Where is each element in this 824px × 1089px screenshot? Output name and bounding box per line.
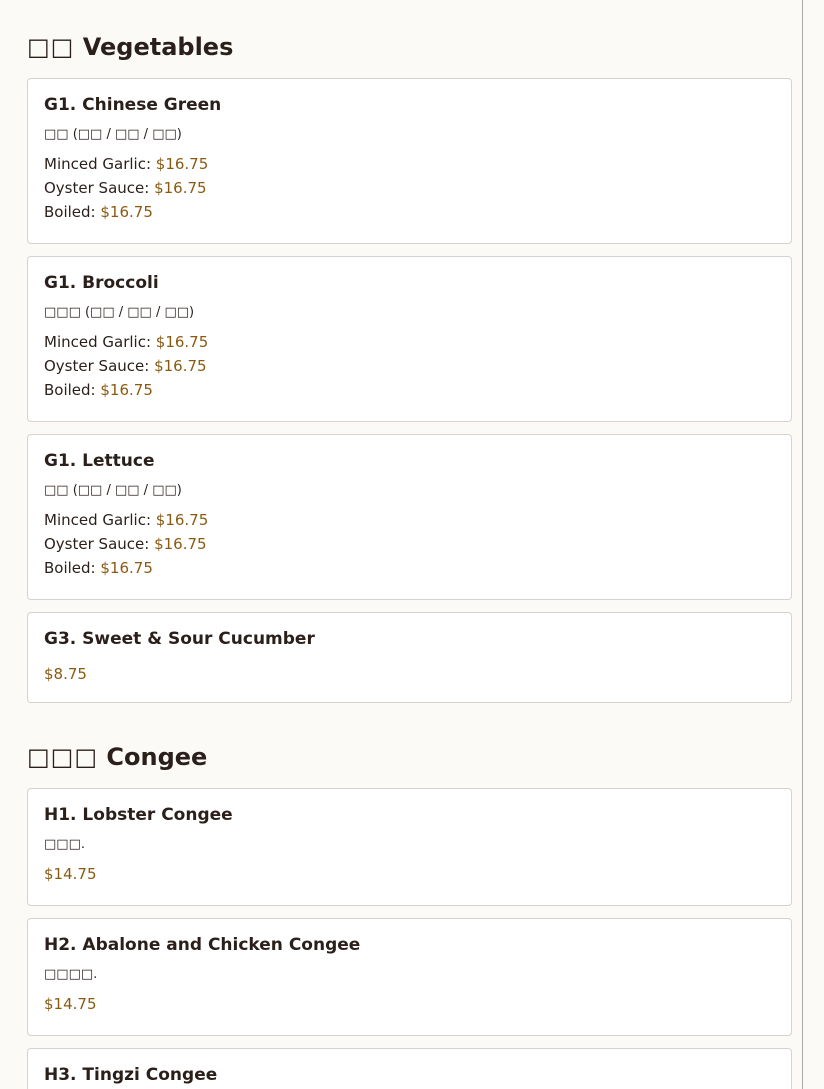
price-value: $16.75 <box>100 203 153 221</box>
price-line <box>44 992 775 1016</box>
item-subtitle: □□□□. <box>44 967 98 982</box>
item-title: G1. Broccoli <box>44 273 159 293</box>
price-value: $8.75 <box>44 665 87 683</box>
item-title: G3. Sweet & Sour Cucumber <box>44 629 315 649</box>
section-cjk-label: □□ <box>27 33 75 61</box>
section-title-congee <box>27 745 207 769</box>
item-title: H2. Abalone and Chicken Congee <box>44 935 361 955</box>
price-option-label: Minced Garlic: <box>44 511 151 529</box>
price-option <box>44 152 775 176</box>
menu-item-card[interactable] <box>27 1048 792 1089</box>
price-option <box>44 330 775 354</box>
price-line <box>44 862 775 886</box>
price-option <box>44 176 775 200</box>
price-value: $16.75 <box>154 179 207 197</box>
price-value: $16.75 <box>100 559 153 577</box>
price-value: $16.75 <box>155 511 209 529</box>
price-value: $16.75 <box>155 333 209 351</box>
price-value: $16.75 <box>154 357 207 375</box>
item-subtitle: □□□ (□□ / □□ / □□) <box>44 305 195 320</box>
section-label: Vegetables <box>82 33 234 61</box>
menu-item-card[interactable] <box>27 918 792 1036</box>
item-subtitle: □□□. <box>44 837 85 852</box>
price-option-label: Boiled: <box>44 381 96 399</box>
price-option-label: Oyster Sauce: <box>44 179 150 197</box>
price-option-label: Oyster Sauce: <box>44 535 150 553</box>
section-cjk-label: □□□ <box>27 743 99 771</box>
price-value: $16.75 <box>100 381 153 399</box>
section-label: Congee <box>106 743 208 771</box>
price-option-label: Boiled: <box>44 559 96 577</box>
menu-item-card[interactable] <box>27 434 792 600</box>
menu-item-card[interactable] <box>27 788 792 906</box>
item-title: G1. Lettuce <box>44 451 155 471</box>
item-subtitle: □□ (□□ / □□ / □□) <box>44 127 182 142</box>
price-option <box>44 378 775 402</box>
price-option-label: Minced Garlic: <box>44 155 151 173</box>
price-value: $14.75 <box>44 865 97 883</box>
item-subtitle: □□ (□□ / □□ / □□) <box>44 483 182 498</box>
price-line <box>44 662 775 686</box>
price-option <box>44 354 775 378</box>
price-option <box>44 200 775 224</box>
menu-item-card[interactable] <box>27 256 792 422</box>
menu-item-card[interactable] <box>27 78 792 244</box>
price-value: $16.75 <box>155 155 209 173</box>
price-option-label: Minced Garlic: <box>44 333 151 351</box>
price-option <box>44 532 775 556</box>
price-option-label: Boiled: <box>44 203 96 221</box>
price-value: $16.75 <box>154 535 207 553</box>
item-title: H1. Lobster Congee <box>44 805 233 825</box>
price-value: $14.75 <box>44 995 97 1013</box>
menu-item-card[interactable] <box>27 612 792 703</box>
price-option-label: Oyster Sauce: <box>44 357 150 375</box>
price-option <box>44 556 775 580</box>
price-option <box>44 508 775 532</box>
item-title: H3. Tingzi Congee <box>44 1065 218 1085</box>
item-title: G1. Chinese Green <box>44 95 222 115</box>
section-title-vegetables <box>27 35 233 59</box>
